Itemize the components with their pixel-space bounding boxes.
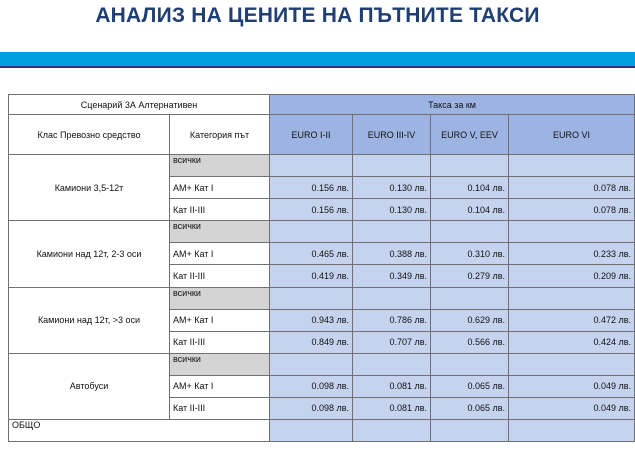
vehicle-class-cell: Автобуси [9, 353, 170, 419]
euro-header-2: EURO III-IV [353, 115, 431, 155]
road-category-cell: АМ+ Кат I [170, 309, 270, 331]
fee-value-cell: 0.130 лв. [353, 177, 431, 199]
fee-value-cell [431, 155, 509, 177]
road-category-cell: Кат II-III [170, 265, 270, 287]
road-category-cell: Кат II-III [170, 331, 270, 353]
fee-value-cell: 0.472 лв. [509, 309, 635, 331]
fee-value-cell: 0.049 лв. [509, 397, 635, 419]
fee-header: Такса за км [270, 95, 635, 115]
vehicle-class-cell: Камиони над 12т, 2-3 оси [9, 221, 170, 287]
fee-value-cell: 0.156 лв. [270, 177, 353, 199]
fee-value-cell: 0.078 лв. [509, 177, 635, 199]
fee-value-cell: 0.130 лв. [353, 199, 431, 221]
fee-value-cell: 0.081 лв. [353, 397, 431, 419]
fee-value-cell [353, 353, 431, 375]
fee-value-cell: 0.104 лв. [431, 177, 509, 199]
fee-value-cell: 0.943 лв. [270, 309, 353, 331]
fee-value-cell: 0.388 лв. [353, 243, 431, 265]
fee-value-cell [431, 221, 509, 243]
total-label: ОБЩО [9, 419, 270, 441]
fee-value-cell [270, 155, 353, 177]
table-row [9, 221, 635, 243]
table-row [9, 353, 635, 375]
fee-value-cell: 0.049 лв. [509, 375, 635, 397]
fee-value-cell [353, 155, 431, 177]
fee-value-cell: 0.279 лв. [431, 265, 509, 287]
fee-value-cell: 0.098 лв. [270, 397, 353, 419]
fee-value-cell [509, 221, 635, 243]
vehicle-class-cell: Камиони 3,5-12т [9, 155, 170, 221]
road-category-cell: всички [170, 221, 270, 243]
road-category-cell: АМ+ Кат I [170, 375, 270, 397]
vehicle-class-cell: Камиони над 12т, >3 оси [9, 287, 170, 353]
fee-value-cell: 0.566 лв. [431, 331, 509, 353]
fee-value-cell [509, 155, 635, 177]
scenario-label: Сценарий 3А Алтернативен [9, 95, 270, 115]
fee-value-cell: 0.629 лв. [431, 309, 509, 331]
total-cell [353, 419, 431, 441]
fee-value-cell: 0.349 лв. [353, 265, 431, 287]
fee-value-cell [431, 353, 509, 375]
road-category-cell: Кат II-III [170, 397, 270, 419]
fee-value-cell [353, 221, 431, 243]
accent-bar [0, 52, 635, 66]
page-title: АНАЛИЗ НА ЦЕНИТЕ НА ПЪТНИТЕ ТАКСИ [95, 4, 540, 27]
total-row [9, 419, 635, 441]
fee-value-cell [270, 221, 353, 243]
fee-value-cell: 0.310 лв. [431, 243, 509, 265]
fee-value-cell [431, 287, 509, 309]
fee-value-cell: 0.104 лв. [431, 199, 509, 221]
fee-value-cell [509, 353, 635, 375]
fee-value-cell: 0.081 лв. [353, 375, 431, 397]
fee-value-cell: 0.209 лв. [509, 265, 635, 287]
table-row [9, 155, 635, 177]
road-category-cell: всички [170, 287, 270, 309]
table-row [9, 287, 635, 309]
total-cell [509, 419, 635, 441]
fee-value-cell [270, 353, 353, 375]
road-category-cell: АМ+ Кат I [170, 243, 270, 265]
fee-value-cell: 0.465 лв. [270, 243, 353, 265]
euro-header-1: EURO I-II [270, 115, 353, 155]
fee-value-cell: 0.156 лв. [270, 199, 353, 221]
fee-value-cell: 0.065 лв. [431, 397, 509, 419]
col-road-header: Категория път [170, 115, 270, 155]
road-category-cell: Кат II-III [170, 199, 270, 221]
fee-value-cell: 0.078 лв. [509, 199, 635, 221]
euro-header-4: EURO VI [509, 115, 635, 155]
col-vehicle-header: Клас Превозно средство [9, 115, 170, 155]
road-category-cell: всички [170, 353, 270, 375]
fee-value-cell: 0.233 лв. [509, 243, 635, 265]
total-cell [431, 419, 509, 441]
fee-table [8, 94, 635, 442]
road-category-cell: всички [170, 155, 270, 177]
fee-value-cell: 0.419 лв. [270, 265, 353, 287]
header-row-scenario [9, 95, 635, 115]
fee-value-cell: 0.098 лв. [270, 375, 353, 397]
fee-value-cell: 0.424 лв. [509, 331, 635, 353]
euro-header-3: EURO V, EEV [431, 115, 509, 155]
accent-bar-line [0, 66, 635, 68]
fee-value-cell [509, 287, 635, 309]
fee-value-cell: 0.065 лв. [431, 375, 509, 397]
fee-value-cell: 0.849 лв. [270, 331, 353, 353]
road-category-cell: АМ+ Кат I [170, 177, 270, 199]
header-row-columns [9, 115, 635, 155]
fee-value-cell: 0.786 лв. [353, 309, 431, 331]
fee-value-cell [270, 287, 353, 309]
fee-value-cell [353, 287, 431, 309]
total-cell [270, 419, 353, 441]
fee-value-cell: 0.707 лв. [353, 331, 431, 353]
